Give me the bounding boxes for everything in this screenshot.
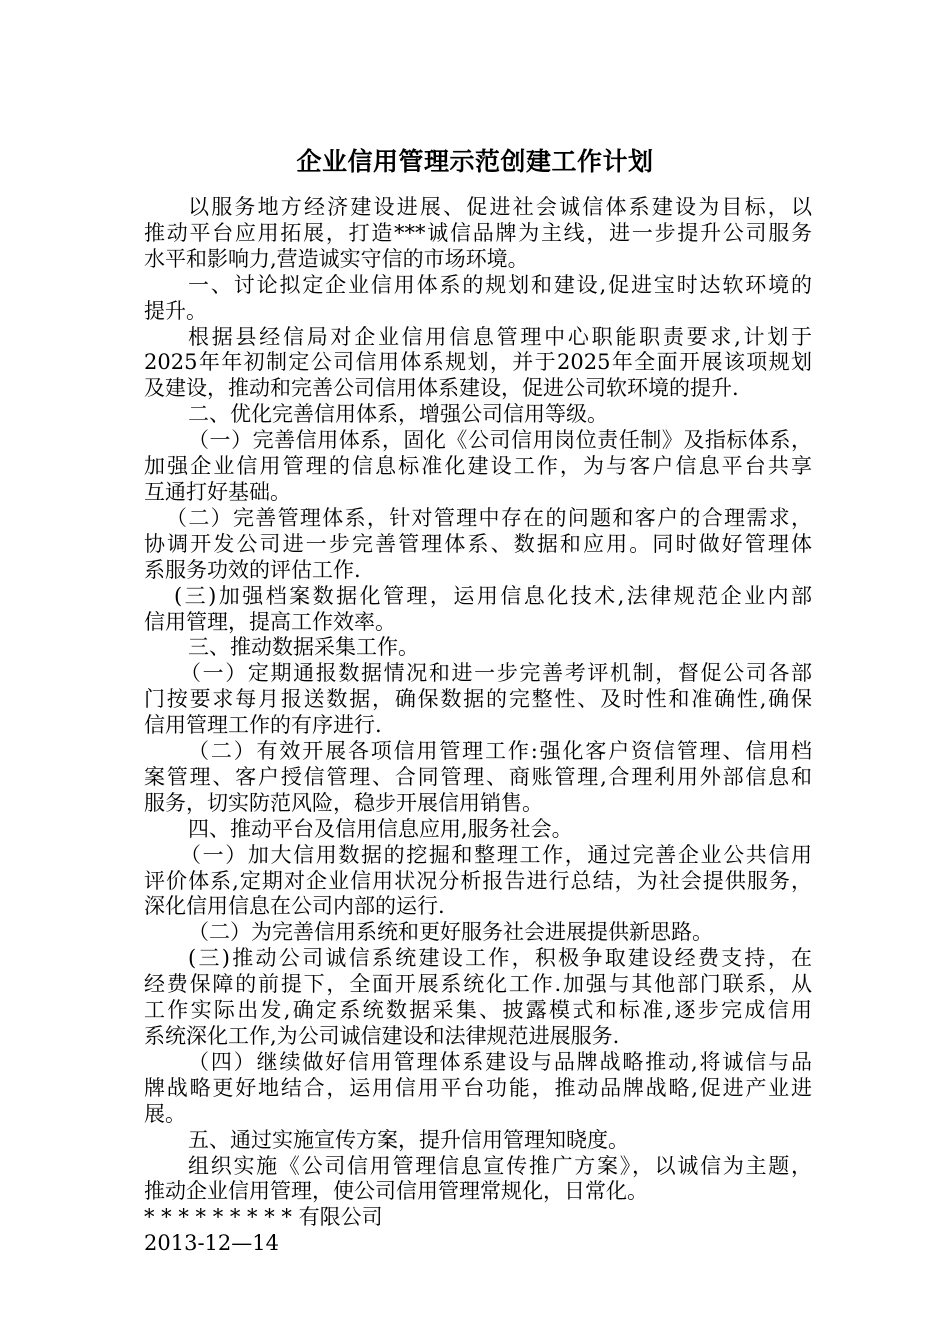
- text-line: （四）继续做好信用管理体系建设与品牌战略推动,将诚信与品: [188, 1049, 812, 1074]
- text-line: 评价体系,定期对企业信用状况分析报告进行总结，为社会提供服务，: [144, 868, 812, 893]
- text-line: 深化信用信息在公司内部的运行.: [144, 894, 445, 919]
- document-body: [144, 195, 812, 1257]
- text-line: 及建设，推动和完善公司信用体系建设，促进公司软环境的提升.: [144, 376, 739, 401]
- text-line: （二）为完善信用系统和更好服务社会进展提供新思路。: [188, 920, 713, 945]
- text-line: 牌战略更好地结合，运用信用平台功能，推动品牌战略,促进产业进: [144, 1075, 812, 1100]
- text-line: 信用管理，提高工作效率。: [144, 609, 396, 634]
- text-line: 系服务功效的评估工作.: [144, 557, 361, 582]
- text-line: 推动企业信用管理，使公司信用管理常规化，日常化。: [144, 1179, 648, 1204]
- text-line: 工作实际出发,确定系统数据采集、披露模式和标准,逐步完成信用: [144, 998, 812, 1023]
- text-line: (三)加强档案数据化管理，运用信息化技术,法律规范企业内部: [174, 583, 812, 608]
- text-line: （二）完善管理体系，针对管理中存在的问题和客户的合理需求，: [166, 505, 812, 530]
- text-line: 案管理、客户授信管理、合同管理、商账管理,合理利用外部信息和: [144, 764, 812, 789]
- section-heading: 五、通过实施宣传方案，提升信用管理知晓度。: [188, 1127, 629, 1152]
- text-line: （一）加大信用数据的挖掘和整理工作，通过完善企业公共信用: [180, 842, 812, 867]
- text-line: 互通打好基础。: [144, 479, 291, 504]
- section-heading: 三、推动数据采集工作。: [188, 635, 419, 660]
- text-line: 信用管理工作的有序进行.: [144, 713, 382, 738]
- text-line: 提升。: [144, 298, 207, 323]
- text-line: 2025年年初制定公司信用体系规划，并于2025年全面开展该项规划: [144, 350, 812, 375]
- text-line: 根据县经信局对企业信用信息管理中心职能职责要求,计划于: [188, 324, 812, 349]
- document-title: 企业信用管理示范创建工作计划: [296, 147, 654, 176]
- text-line: 加强企业信用管理的信息标准化建设工作，为与客户信息平台共享: [144, 454, 812, 479]
- document-date: 2013-12—14: [144, 1231, 279, 1256]
- text-line: 门按要求每月报送数据，确保数据的完整性、及时性和准确性,确保: [144, 687, 812, 712]
- text-line: 经费保障的前提下，全面开展系统化工作.加强与其他部门联系，从: [144, 972, 812, 997]
- text-line: 系统深化工作,为公司诚信建设和法律规范进展服务.: [144, 1024, 620, 1048]
- section-heading: 四、推动平台及信用信息应用,服务社会。: [188, 816, 573, 841]
- text-line: （一）定期通报数据情况和进一步完善考评机制，督促公司各部: [180, 661, 812, 686]
- text-line: 以服务地方经济建设进展、促进社会诚信体系建设为目标，以: [188, 195, 812, 219]
- text-line: 推动平台应用拓展，打造***诚信品牌为主线，进一步提升公司服务: [144, 220, 812, 245]
- text-line: （一）完善信用体系，固化《公司信用岗位责任制》及指标体系，: [188, 428, 812, 453]
- section-heading: 一、讨论拟定企业信用体系的规划和建设,促进宝时达软环境的: [188, 272, 812, 297]
- text-line: （二）有效开展各项信用管理工作:强化客户资信管理、信用档: [188, 739, 812, 764]
- text-line: 服务，切实防范风险，稳步开展信用销售。: [144, 790, 543, 815]
- text-line: (三)推动公司诚信系统建设工作，积极争取建设经费支持，在: [188, 946, 812, 971]
- text-line: 展。: [144, 1101, 186, 1126]
- text-line: 协调开发公司进一步完善管理体系、数据和应用。同时做好管理体: [144, 531, 812, 556]
- text-line: 水平和影响力,营造诚实守信的市场环境。: [144, 246, 529, 271]
- text-line: 组织实施《公司信用管理信息宣传推广方案》，以诚信为主题，: [188, 1153, 812, 1178]
- company-signature: * * * * * * * * * 有限公司: [144, 1205, 383, 1230]
- section-heading: 二、优化完善信用体系，增强公司信用等级。: [188, 402, 608, 427]
